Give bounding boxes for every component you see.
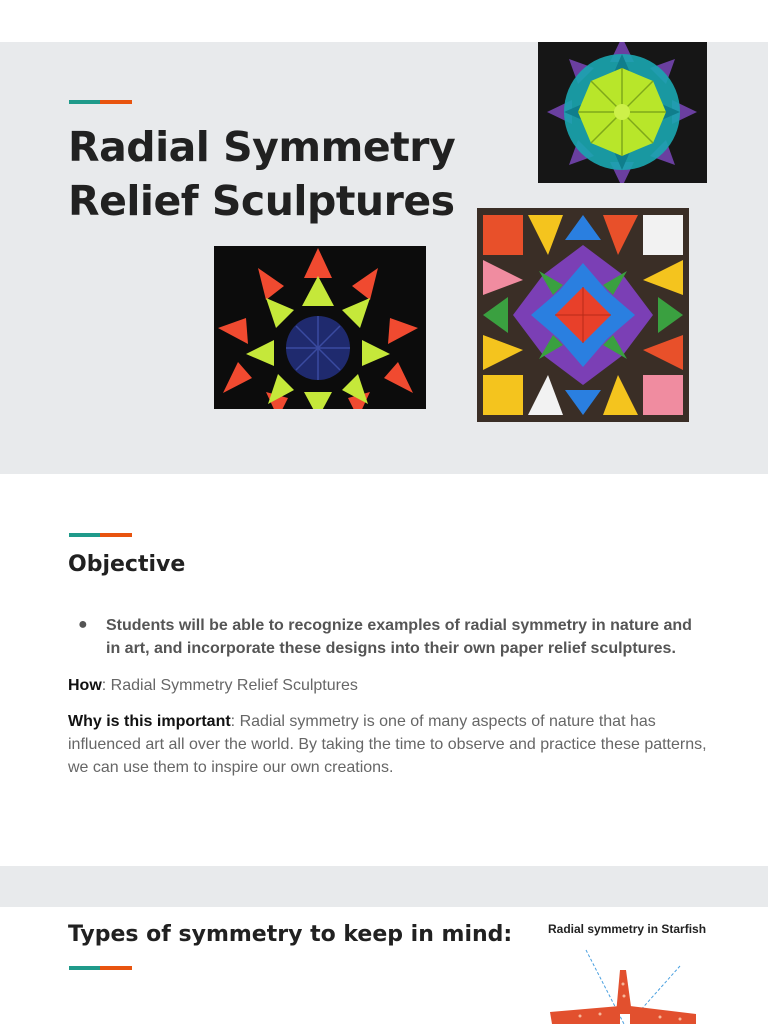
objective-heading: Objective	[68, 552, 186, 577]
sculpture-image-multicolor	[477, 208, 689, 422]
starfish-figure-label: Radial symmetry in Starfish	[548, 922, 707, 936]
how-text: : Radial Symmetry Relief Sculptures	[101, 677, 358, 694]
page-title	[68, 120, 488, 228]
starfish-image	[540, 944, 710, 1024]
why-label: Why is this important	[68, 713, 231, 730]
title-accent-bar	[69, 100, 132, 104]
how-paragraph	[68, 674, 708, 697]
how-label: How	[68, 677, 102, 694]
objective-bullet-text: Students will be able to recognize examples of radial symmetry in nature and in art, and incorporate these designs into their own paper relief sculptures.	[106, 617, 692, 657]
sculpture-image-teal-purple	[538, 42, 707, 183]
bullet-dot-icon: ●	[78, 616, 88, 633]
title-line-1: Radial Symmetry	[68, 123, 456, 171]
objective-accent-bar	[69, 533, 132, 537]
section-divider-band	[0, 866, 768, 907]
why-text: : Radial symmetry is one of many aspects of nature that has influenced art all over the world. By taking the time to observe and practice these patterns, we can use them to inspire our own creations.	[68, 713, 707, 776]
types-accent-bar	[69, 966, 132, 970]
title-line-2: Relief Sculptures	[68, 177, 455, 225]
objective-bullet	[68, 614, 708, 660]
sculpture-image-red-lime	[214, 246, 426, 409]
types-heading: Types of symmetry to keep in mind:	[68, 922, 513, 947]
why-paragraph	[68, 710, 708, 779]
